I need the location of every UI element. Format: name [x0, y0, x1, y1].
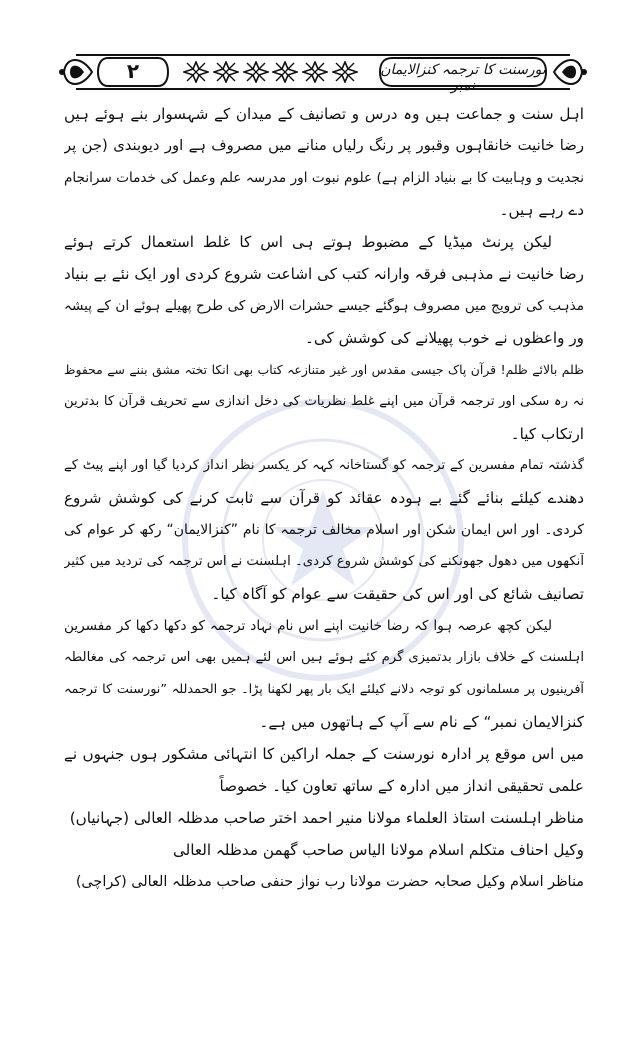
text-line: ظلم بالائے ظلم! قرآن پاک جیسی مقدس اور غیر متنازعہ کتاب بھی انکا تختہ مشق بننے سے محفوظ [64, 362, 584, 377]
star-ornament-icon [243, 61, 269, 83]
page-header [58, 48, 588, 96]
right-ornament-icon [552, 52, 588, 92]
header-title-cartouche [378, 56, 548, 94]
text-line: گذشتہ تمام مفسرین کے ترجمہ کو گستاخانہ کہہ کر یکسر نظر انداز کردیا گیا اور اپنے پیٹ کے [64, 458, 584, 473]
text-line: لیکن پرنٹ میڈیا کے مضبوط ہوتے ہی اس کا غلط استعمال کرتے ہوئے [64, 233, 552, 251]
star-ornament-icon [213, 61, 239, 83]
text-line: نجدیت و وہابیت کا بے بنیاد الزام ہے) علوم نبوت اور مدرسہ علم وعمل کی خدمات سرانجام [64, 170, 584, 186]
text-line: میں اس موقع پر ادارہ نورسنت کے جملہ اراکین کا انتہائی مشکور ہوں جنہوں نے [64, 745, 584, 763]
left-ornament-icon [58, 52, 94, 92]
star-ornament-icon [272, 61, 298, 83]
text-line: علمی تحقیقی انداز میں ادارہ کے ساتھ تعاون کیا۔ خصوصاً [219, 777, 584, 795]
text-line: لیکن کچھ عرصہ ہوا کہ رضا خانیت اپنے اس نام نہاد ترجمہ کو دکھا دکھا کر مفسرین [64, 618, 552, 634]
body-text [64, 98, 584, 898]
page-number-cartouche [96, 56, 170, 88]
text-line: نہ رہ سکی اور ترجمہ قرآن میں اپنے غلط نظریات کی دخل اندازی سے تحریف قرآن کا بدترین [64, 394, 584, 409]
star-ornament-icon [332, 61, 358, 83]
header-star-row [183, 61, 358, 83]
text-line: وکیل احناف متکلم اسلام مولانا الیاس صاحب گھمن مدظلہ العالی [172, 841, 584, 859]
header-title: نورسنت کا ترجمہ کنزالایمان نمبر [380, 62, 546, 94]
text-line: ور واعظوں نے خوب پھیلانے کی کوشش کی۔ [304, 329, 584, 347]
text-line: اہلسنت کے خلاف بازار بدتمیزی گرم کئے ہوئے ہیں اس لئے ہمیں بھی اس ترجمہ کی مغالطہ [64, 650, 584, 665]
text-line: اہل سنت و جماعت ہیں وہ درس و تصانیف کے میدان کے شہسوار بنے ہوئے ہیں [64, 105, 584, 123]
text-line: کنزالایمان نمبر“ کے نام سے آپ کے ہاتھوں میں ہے۔ [259, 713, 584, 731]
star-ornament-icon [183, 61, 209, 83]
text-line: رضا خانیت خانقاہوں وقبور پر رنگ رلیاں منانے میں مصروف ہے اور دیوبندی (جن پر [64, 137, 584, 154]
text-line: دے رہے ہیں۔ [499, 201, 584, 219]
text-line: ارتکاب کیا۔ [510, 425, 584, 443]
text-line: رضا خانیت نے مذہبی فرقہ وارانہ کتب کی اشاعت شروع کردی اور ایک نئے بے بنیاد [64, 265, 584, 283]
text-line: آنکھوں میں دھول جھونکنے کی کوشش شروع کردی۔ اہلسنت نے اس ترجمہ کی تردید میں کثیر [64, 554, 584, 569]
page-number: ۲ [126, 59, 140, 83]
text-line: مذہب کی ترویج میں مصروف ہوگئے جیسے حشرات الارض کی طرح پھیلے ہوئے ان کے پیشہ [64, 298, 584, 314]
star-ornament-icon [302, 61, 328, 83]
text-line: مناظر اسلام وکیل صحابہ حضرت مولانا رب نواز حنفی صاحب مدظلہ العالی (کراچی) [75, 874, 584, 890]
text-line: آفرینیوں پر مسلمانوں کو توجہ دلانے کیلئے ایک بار پھر لکھنا پڑا۔ جو الحمدللہ ”نورسنت کا ترجمہ [64, 682, 584, 697]
text-line: تصانیف شائع کی اور اس کی حقیقت سے عوام کو آگاہ کیا۔ [211, 585, 584, 603]
text-line: مناظر اہلسنت استاذ العلماء مولانا منیر احمد اختر صاحب مدظلہ العالی (جہانیاں) [69, 809, 584, 827]
text-line: کردی۔ اور اس ایمان شکن اور اسلام مخالف ترجمہ کا نام ”کنزالایمان“ رکھ کر عوام کی [64, 522, 584, 538]
text-line: دھندے کیلئے بنائے گئے بے ہودہ عقائد کو قرآن سے ثابت کرنے کی کوشش شروع [64, 489, 584, 507]
